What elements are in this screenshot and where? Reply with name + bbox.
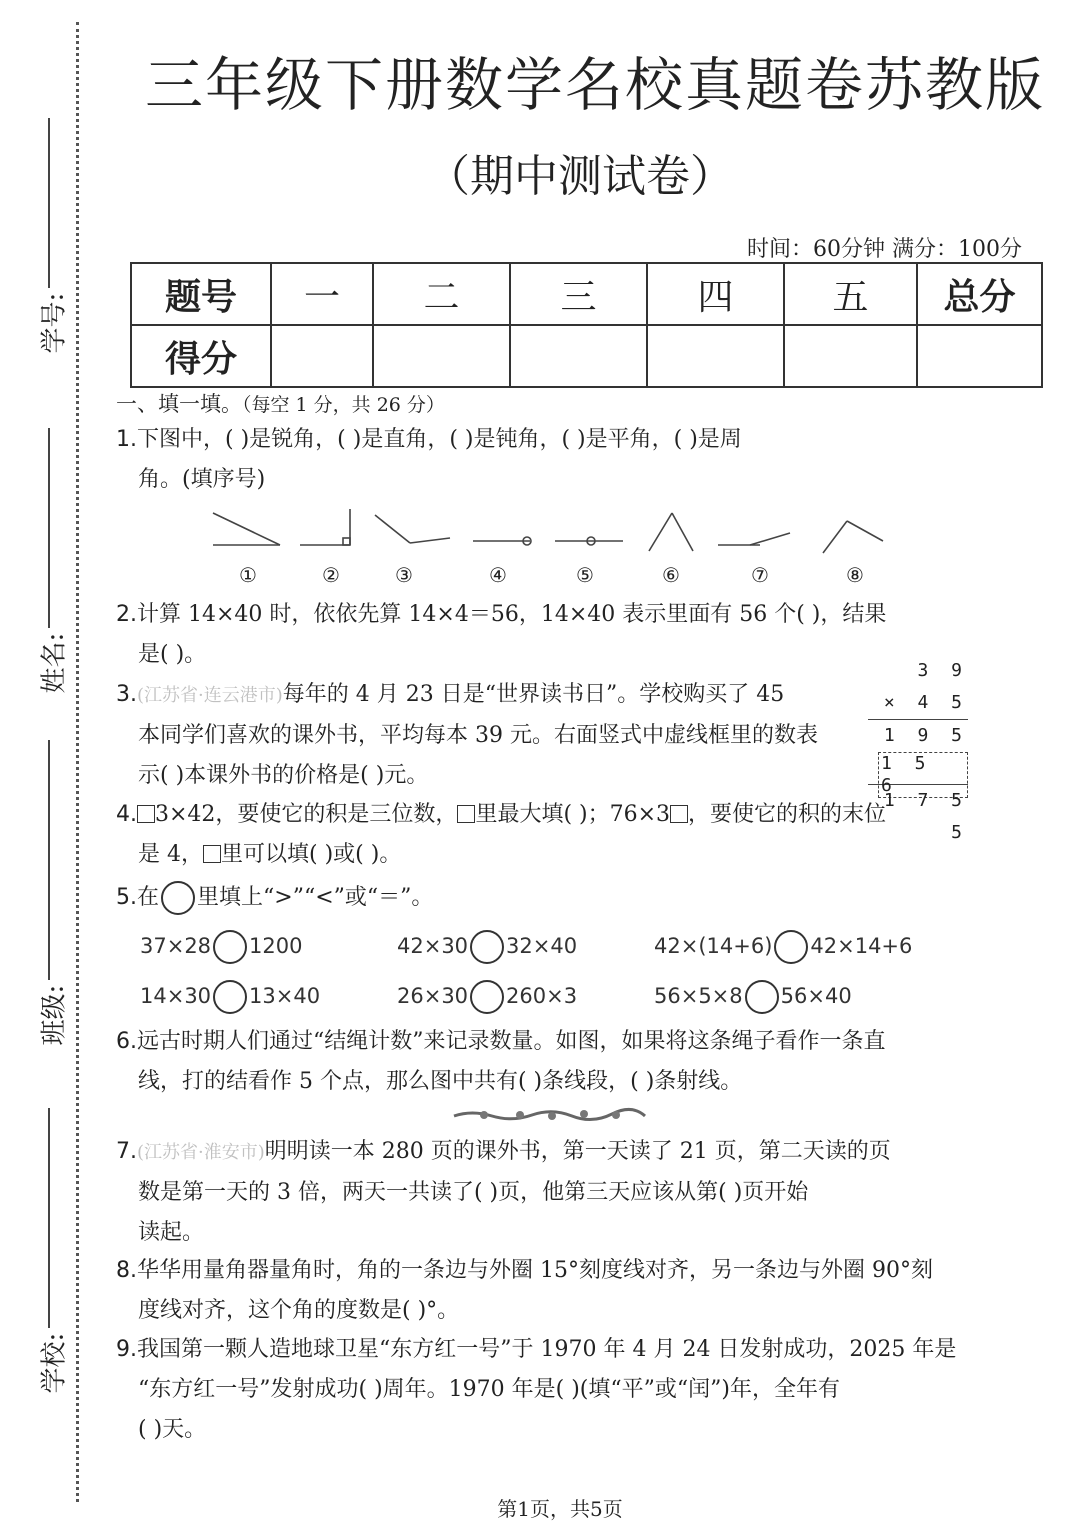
school-label: 学校: bbox=[39, 1332, 70, 1394]
question-number: 9. bbox=[116, 1337, 137, 1362]
compare-right: 32×40 bbox=[506, 934, 578, 958]
class-label: 班级: bbox=[39, 984, 70, 1046]
question-source: (江苏省·连云港市) bbox=[137, 685, 283, 706]
score-cell[interactable] bbox=[510, 325, 647, 387]
question-1 bbox=[116, 420, 966, 500]
compare-item bbox=[654, 930, 912, 964]
question-number: 3. bbox=[116, 682, 137, 707]
score-cell[interactable] bbox=[271, 325, 373, 387]
score-table-header-row bbox=[131, 263, 1042, 325]
compare-right: 260×3 bbox=[506, 984, 578, 1008]
question-7 bbox=[116, 1132, 966, 1253]
question-4 bbox=[116, 795, 966, 875]
side-field-class bbox=[18, 740, 68, 1060]
compare-circle[interactable] bbox=[470, 930, 504, 964]
question-text: 角。(填序号) bbox=[138, 467, 266, 492]
angle-figure-6 bbox=[649, 513, 693, 551]
score-cell[interactable] bbox=[647, 325, 784, 387]
question-number: 2. bbox=[116, 602, 137, 627]
side-field-school bbox=[18, 1108, 68, 1408]
score-table-col: 四 bbox=[647, 263, 784, 325]
angle-label: ⑧ bbox=[846, 563, 864, 587]
compare-right: 56×40 bbox=[780, 984, 852, 1008]
question-text: 度线对齐，这个角的度数是( )°。 bbox=[138, 1298, 460, 1323]
student-id-label: 学号: bbox=[39, 292, 70, 354]
compare-circle-example bbox=[161, 881, 195, 915]
class-write-line bbox=[48, 740, 50, 980]
vertical-line: × 4 5 bbox=[883, 692, 968, 713]
question-text: 远古时期人们通过“结绳计数”来记录数量。如图，如果将这条绳子看作一条直 bbox=[137, 1029, 886, 1054]
question-number: 7. bbox=[116, 1139, 137, 1164]
question-text: 数是第一天的 3 倍，两天一共读了( )页，他第三天应该从第( )页开始 bbox=[138, 1180, 809, 1205]
score-table-score-row bbox=[131, 325, 1042, 387]
score-cell[interactable] bbox=[373, 325, 510, 387]
angle-label: ⑤ bbox=[576, 563, 594, 587]
blank-box bbox=[137, 805, 155, 823]
question-text: ，要使它的积的末位 bbox=[688, 802, 887, 827]
compare-left: 26×30 bbox=[397, 984, 469, 1008]
question-text: 华华用量角器量角时，角的一条边与外圈 15°刻度线对齐，另一条边与外圈 90°刻 bbox=[137, 1258, 933, 1283]
side-field-name bbox=[18, 428, 68, 708]
question-number: 5. bbox=[116, 885, 137, 910]
angle-figure-4 bbox=[473, 537, 531, 545]
angle-label: ④ bbox=[489, 563, 507, 587]
question-source: (江苏省·淮安市) bbox=[137, 1142, 265, 1163]
question-5 bbox=[116, 878, 966, 918]
vertical-multiplication bbox=[868, 655, 968, 843]
angle-label: ③ bbox=[395, 563, 413, 587]
question-number: 1. bbox=[116, 427, 137, 452]
question-text: 是 4， bbox=[138, 842, 203, 867]
score-table-score-label: 得分 bbox=[131, 325, 271, 387]
school-write-line bbox=[48, 1108, 50, 1328]
angle-figure-8 bbox=[823, 521, 883, 553]
question-text: 读起。 bbox=[138, 1220, 205, 1245]
angle-label: ⑦ bbox=[751, 563, 769, 587]
name-label: 姓名: bbox=[39, 632, 70, 694]
compare-right: 42×14+6 bbox=[810, 934, 913, 958]
question-text: 3×42，要使它的积是三位数， bbox=[155, 802, 458, 827]
compare-left: 42×(14+6) bbox=[654, 934, 773, 958]
compare-circle[interactable] bbox=[470, 980, 504, 1014]
blank-box bbox=[670, 805, 688, 823]
section-heading bbox=[116, 388, 445, 418]
angle-label: ① bbox=[239, 563, 257, 587]
compare-circle[interactable] bbox=[213, 980, 247, 1014]
score-table-col-total: 总分 bbox=[917, 263, 1042, 325]
question-text: 本同学们喜欢的课外书，平均每本 39 元。右面竖式中虚线框里的数表 bbox=[138, 723, 818, 748]
compare-item bbox=[397, 980, 577, 1014]
angle-figure-1 bbox=[213, 513, 280, 545]
compare-circle[interactable] bbox=[745, 980, 779, 1014]
score-table-row-header: 题号 bbox=[131, 263, 271, 325]
page-title: 三年级下册数学名校真题卷苏教版 bbox=[145, 51, 1046, 119]
vertical-line: 1 7 5 5 bbox=[883, 790, 968, 843]
compare-item bbox=[140, 930, 303, 964]
angle-label: ⑥ bbox=[662, 563, 680, 587]
binding-dotted-line bbox=[76, 22, 79, 1502]
compare-left: 42×30 bbox=[397, 934, 469, 958]
vertical-line: 1 9 5 bbox=[883, 725, 968, 746]
question-text: 在 bbox=[137, 885, 160, 910]
score-cell[interactable] bbox=[917, 325, 1042, 387]
blank-box bbox=[457, 805, 475, 823]
question-text: 里填上“>”“<”或“＝”。 bbox=[197, 885, 434, 910]
score-table-col: 一 bbox=[271, 263, 373, 325]
question-number: 4. bbox=[116, 802, 137, 827]
exam-meta: 时间：60分钟 满分：100分 bbox=[747, 237, 1022, 262]
question-text: 计算 14×40 时，依依先算 14×4＝56，14×40 表示里面有 56 个( )，结果 bbox=[137, 602, 887, 627]
score-table-col: 五 bbox=[784, 263, 917, 325]
section-title: 一、填一填。 bbox=[116, 392, 242, 416]
vertical-dashed-box: 1 5 6 bbox=[878, 752, 968, 798]
angle-label: ② bbox=[322, 563, 340, 587]
question-3 bbox=[116, 675, 866, 796]
question-6 bbox=[116, 1022, 966, 1102]
question-9 bbox=[116, 1330, 966, 1450]
compare-item bbox=[654, 980, 852, 1014]
angle-figure-7 bbox=[718, 533, 790, 545]
score-table bbox=[130, 262, 1043, 388]
angle-figure-3 bbox=[375, 515, 450, 543]
question-text: “东方红一号”发射成功( )周年。1970 年是( )(填“平”或“闰”)年，全年有 bbox=[138, 1377, 840, 1402]
knotted-rope-figure bbox=[452, 1104, 647, 1126]
question-text: 线，打的结看作 5 个点，那么图中共有( )条线段，( )条射线。 bbox=[138, 1069, 743, 1094]
score-cell[interactable] bbox=[784, 325, 917, 387]
angle-figures bbox=[205, 505, 905, 595]
compare-circle[interactable] bbox=[213, 930, 247, 964]
compare-right: 1200 bbox=[249, 934, 303, 958]
vertical-line: 3 9 bbox=[917, 660, 968, 681]
compare-item bbox=[397, 930, 577, 964]
score-table-col: 三 bbox=[510, 263, 647, 325]
question-text: 示( )本课外书的价格是( )元。 bbox=[138, 763, 429, 788]
question-text: 里可以填( )或( )。 bbox=[221, 842, 402, 867]
blank-box bbox=[203, 845, 221, 863]
score-table-col: 二 bbox=[373, 263, 510, 325]
compare-left: 56×5×8 bbox=[654, 984, 743, 1008]
question-text: ( )天。 bbox=[138, 1417, 207, 1442]
question-2 bbox=[116, 595, 966, 675]
section-note: （每空 1 分，共 26 分） bbox=[242, 394, 445, 416]
compare-left: 14×30 bbox=[140, 984, 212, 1008]
compare-item bbox=[140, 980, 320, 1014]
compare-circle[interactable] bbox=[774, 930, 808, 964]
question-number: 6. bbox=[116, 1029, 137, 1054]
question-text: 我国第一颗人造地球卫星“东方红一号”于 1970 年 4 月 24 日发射成功，2025 年是 bbox=[137, 1337, 957, 1362]
compare-left: 37×28 bbox=[140, 934, 212, 958]
question-text: 明明读一本 280 页的课外书，第一天读了 21 页，第二天读的页 bbox=[264, 1139, 891, 1164]
question-number: 8. bbox=[116, 1258, 137, 1283]
question-text: 下图中，( )是锐角，( )是直角，( )是钝角，( )是平角，( )是周 bbox=[137, 427, 742, 452]
question-8 bbox=[116, 1251, 966, 1331]
angle-figure-2 bbox=[300, 509, 350, 545]
question-text: 里最大填( )；76×3 bbox=[475, 802, 671, 827]
page-footer: 第1页，共5页 bbox=[497, 1497, 623, 1521]
compare-right: 13×40 bbox=[249, 984, 321, 1008]
angle-figure-5 bbox=[555, 537, 623, 545]
page-subtitle: （期中测试卷） bbox=[426, 151, 734, 202]
name-write-line bbox=[48, 428, 50, 628]
question-text: 是( )。 bbox=[138, 642, 207, 667]
question-text: 每年的 4 月 23 日是“世界读书日”。学校购买了 45 bbox=[282, 682, 785, 707]
